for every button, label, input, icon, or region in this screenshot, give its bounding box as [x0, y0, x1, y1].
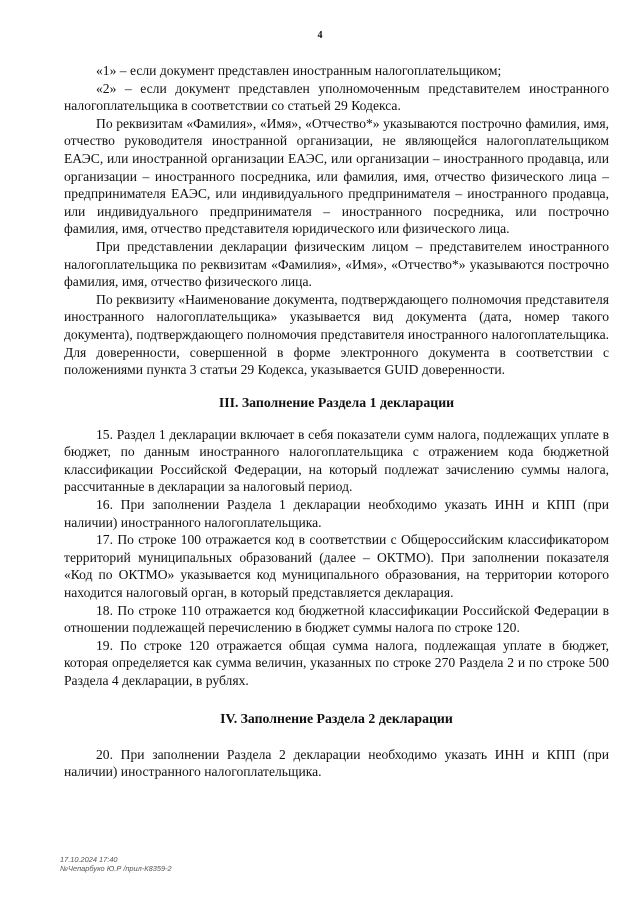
document-body [64, 62, 609, 781]
paragraph-individual-representative: При представлении декларации физическим лицом – представителем иностранного налогоплательщика по реквизитам «Фамилия», «Имя», «Отчество*» указываются построчно фамилия, имя, отчество физического лица. [64, 238, 609, 290]
paragraph-fio-requisites: По реквизитам «Фамилия», «Имя», «Отчество*» указываются построчно фамилия, имя, отчество руководителя иностранной организации, не являющейся налогоплательщиком ЕАЭС, или иностранной организации ЕАЭС, или организации – иностранного продавца, или организации – иностранного посредника, или фамилия, имя, отчество физического лица – предпринимателя ЕАЭС, или индивидуального предпринимателя – иностранного продавца, или индивидуального предпринимателя – иностранного посредника, или построчно фамилия, имя, отчество представителя юридического или физического лица. [64, 115, 609, 237]
section-3-heading: III. Заполнение Раздела 1 декларации [218, 394, 455, 410]
paragraph-17: 17. По строке 100 отражается код в соответствии с Общероссийским классификатором территорий муниципальных образований (далее – ОКТМО). При заполнении показателя «Код по ОКТМО» указывается код муниципального образования, на территории которого находится налоговый орган, в который представляется декларация. [64, 532, 609, 601]
paragraph-document-name-requisite: По реквизиту «Наименование документа, подтверждающего полномочия представителя иностранного налогоплательщика» указывается вид документа (дата, номер такого документа), подтверждающего полномочия представителя иностранного налогоплательщика. Для доверенности, совершенной в форме электронного документа в соответствии с положениями пункта 3 статьи 29 Кодекса, указывается GUID доверенности. [64, 291, 609, 378]
paragraph-18: 18. По строке 110 отражается код бюджетной классификации Российской Федерации в отношении подлежащей перечислению в бюджет суммы налога по строке 120. [64, 602, 609, 636]
paragraph-20: 20. При заполнении Раздела 2 декларации необходимо указать ИНН и КПП (при наличии) иностранного налогоплательщика. [64, 746, 609, 780]
footer-timestamp: 17.10.2024 17:40 [60, 855, 118, 864]
footer-document-ref: №Чепарбуко Ю.Р /прил-К8359-2 [60, 864, 172, 873]
page-number: 4 [317, 30, 323, 41]
paragraph-19: 19. По строке 120 отражается общая сумма налога, подлежащая уплате в бюджет, которая определяется как сумма величин, указанных по строке 270 Раздела 2 и по строке 500 Раздела 4 декларации, в рублях. [64, 637, 609, 688]
footer-stamp [60, 855, 172, 873]
paragraph-code-2: «2» – если документ представлен уполномоченным представителем иностранного налогоплательщика в соответствии со статьей 29 Кодекса. [64, 80, 609, 114]
section-4-heading: IV. Заполнение Раздела 2 декларации [220, 710, 453, 726]
paragraph-15: 15. Раздел 1 декларации включает в себя показатели сумм налога, подлежащих уплате в бюджет, по данным иностранного налогоплательщика с отражением кода бюджетной классификации Российской Федерации, на который подлежат зачислению суммы налога, рассчитанные в декларации за налоговый период. [64, 426, 609, 495]
paragraph-code-1: «1» – если документ представлен иностранным налогоплательщиком; [96, 63, 502, 78]
paragraph-16: 16. При заполнении Раздела 1 декларации необходимо указать ИНН и КПП (при наличии) иностранного налогоплательщика. [64, 497, 609, 530]
